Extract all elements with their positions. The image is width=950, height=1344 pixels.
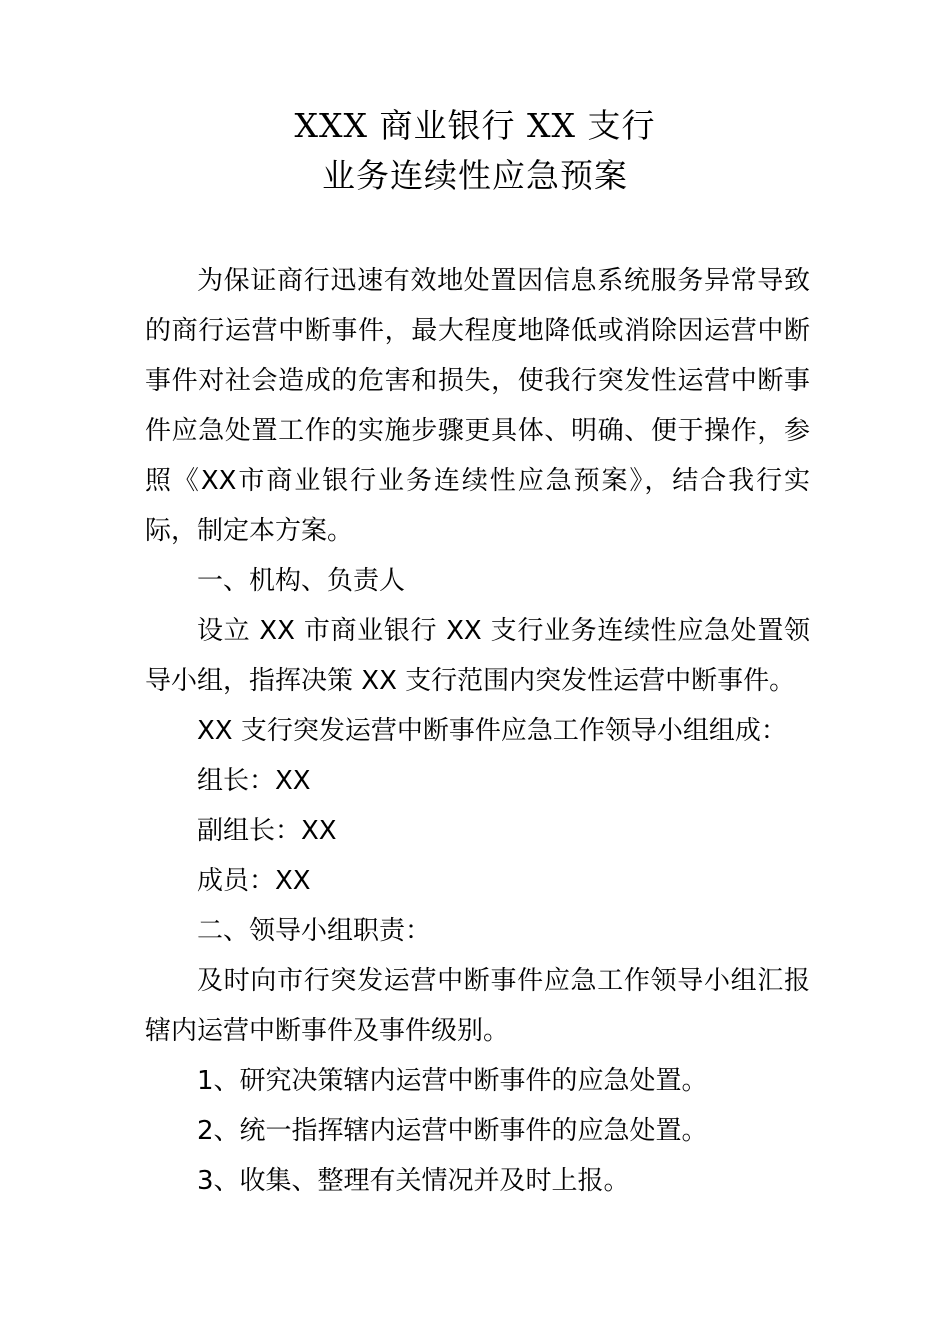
intro-paragraph: 为保证商行迅速有效地处置因信息系统服务异常导致的商行运营中断事件，最大程度地降低或消除因运营中断事件对社会造成的危害和损失，使我行突发性运营中断事件应急处置工作的实施步骤更具体、明确、便于操作，参照《XX市商业银行业务连续性应急预案》，结合我行实际，制定本方案。 — [145, 266, 810, 546]
document-body — [145, 256, 810, 1206]
document-title-line-1: XXX 商业银行 XX 支行 — [294, 106, 656, 145]
duties-paragraph: 及时向市行突发运营中断事件应急工作领导小组汇报辖内运营中断事件及事件级别。 — [145, 966, 810, 1046]
duty-item-1: 1、研究决策辖内运营中断事件的应急处置。 — [197, 1066, 708, 1096]
duty-item-3: 3、收集、整理有关情况并及时上报。 — [197, 1166, 630, 1196]
section-heading-organization: 一、机构、负责人 — [197, 566, 406, 596]
deputy-leader-line: 副组长：XX — [197, 816, 337, 846]
group-composition-paragraph: XX 支行突发运营中断事件应急工作领导小组组成： — [197, 716, 787, 746]
members-line: 成员：XX — [197, 866, 311, 896]
group-leader-line: 组长：XX — [197, 766, 311, 796]
organization-paragraph: 设立 XX 市商业银行 XX 支行业务连续性应急处置领导小组，指挥决策 XX 支行范围内突发性运营中断事件。 — [145, 616, 810, 696]
duty-item-2: 2、统一指挥辖内运营中断事件的应急处置。 — [197, 1116, 708, 1146]
document-title-line-2: 业务连续性应急预案 — [322, 156, 628, 195]
section-heading-duties: 二、领导小组职责： — [197, 916, 432, 946]
